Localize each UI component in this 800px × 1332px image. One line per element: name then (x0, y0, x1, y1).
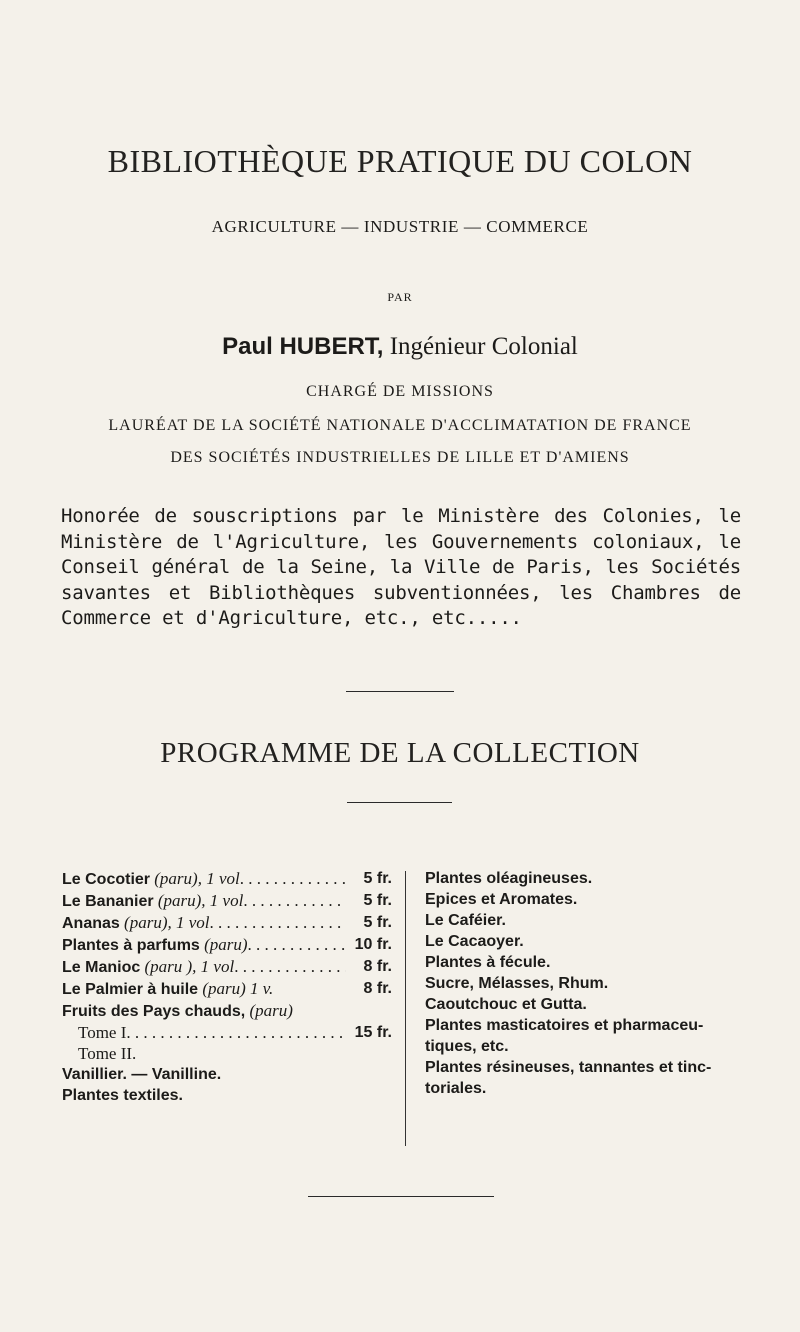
divider-rule (346, 691, 454, 692)
credential-societes: DES SOCIÉTÉS INDUSTRIELLES DE LILLE ET D'AMIENS (170, 449, 630, 466)
item-price: 15 fr. (354, 1024, 392, 1041)
list-item (62, 868, 392, 890)
list-item: tiques, etc. (425, 1038, 509, 1055)
item-name: Le Palmier à huile (62, 981, 199, 998)
item-name: Fruits des Pays chauds, (62, 1003, 246, 1020)
item-price: 8 fr. (363, 980, 392, 997)
author-role: Ingénieur Colonial (389, 333, 578, 360)
item-detail: (paru ), 1 vol (140, 957, 235, 976)
list-item: Epices et Aromates. (425, 891, 578, 908)
honorees-paragraph: Honorée de souscriptions par le Ministère des Colonies, le Ministère de l'Agriculture, les Gouvernements coloniaux, le Conseil général de la Seine, la Ville de Paris, les Sociétés savantes et Bibliothèques subventionnées, les Chambres de Commerce et d'Agriculture, etc., etc..... (61, 505, 741, 629)
item-price: 5 fr. (363, 870, 392, 887)
divider-rule (347, 802, 452, 803)
credential-missions: CHARGÉ DE MISSIONS (306, 383, 494, 400)
item-detail: Tome I (78, 1023, 127, 1042)
program-title: PROGRAMME DE LA COLLECTION (160, 737, 640, 769)
list-item (62, 890, 392, 912)
item-price: 5 fr. (363, 914, 392, 931)
list-item: Plantes à fécule. (425, 954, 551, 971)
list-item (62, 934, 392, 956)
item-name: Le Manioc (62, 959, 141, 976)
item-detail: (paru), 1 vol (119, 913, 210, 932)
list-item: Plantes résineuses, tannantes et tinc- (425, 1059, 712, 1076)
item-price: 10 fr. (354, 936, 392, 953)
list-item: Plantes oléagineuses. (425, 870, 593, 887)
item-name: Ananas (62, 915, 120, 932)
item-name: Le Cocotier (62, 871, 151, 888)
item-name: Plantes textiles. (62, 1087, 183, 1104)
list-item: Caoutchouc et Gutta. (425, 996, 587, 1013)
author-name: Paul HUBERT, (222, 333, 384, 360)
subjects-line: AGRICULTURE — INDUSTRIE — COMMERCE (211, 217, 589, 236)
series-title: BIBLIOTHÈQUE PRATIQUE DU COLON (107, 143, 693, 179)
list-item (62, 912, 392, 934)
left-column (62, 868, 392, 1106)
item-detail: (paru) (245, 1001, 293, 1020)
list-item: Plantes masticatoires et pharmaceu- (425, 1017, 704, 1034)
item-detail: (paru) (199, 935, 248, 954)
item-detail: Tome II. (78, 1044, 137, 1063)
item-name: Le Bananier (62, 893, 154, 910)
item-detail: (paru), 1 vol (150, 869, 240, 888)
list-item (62, 1043, 392, 1064)
item-price: 5 fr. (363, 892, 392, 909)
right-column (425, 868, 755, 1099)
list-item (62, 1000, 392, 1022)
item-detail: (paru), 1 vol (153, 891, 244, 910)
item-name: Vanillier. — Vanilline. (62, 1066, 222, 1083)
column-divider (405, 871, 406, 1146)
divider-rule (308, 1196, 494, 1197)
credential-laureat: LAURÉAT DE LA SOCIÉTÉ NATIONALE D'ACCLIMATATION DE FRANCE (108, 417, 692, 434)
author-line (0, 333, 800, 361)
list-item: Le Caféier. (425, 912, 506, 929)
list-item: Sucre, Mélasses, Rhum. (425, 975, 609, 992)
list-item (62, 978, 392, 1000)
list-item: Le Cacaoyer. (425, 933, 524, 950)
list-item (62, 1064, 392, 1085)
list-item (62, 1022, 392, 1043)
item-price: 8 fr. (363, 958, 392, 975)
par-label: PAR (387, 290, 413, 304)
item-detail: (paru) 1 v. (198, 979, 274, 998)
list-item (62, 956, 392, 978)
list-item: toriales. (425, 1080, 487, 1097)
list-item (62, 1085, 392, 1106)
item-name: Plantes à parfums (62, 937, 200, 954)
